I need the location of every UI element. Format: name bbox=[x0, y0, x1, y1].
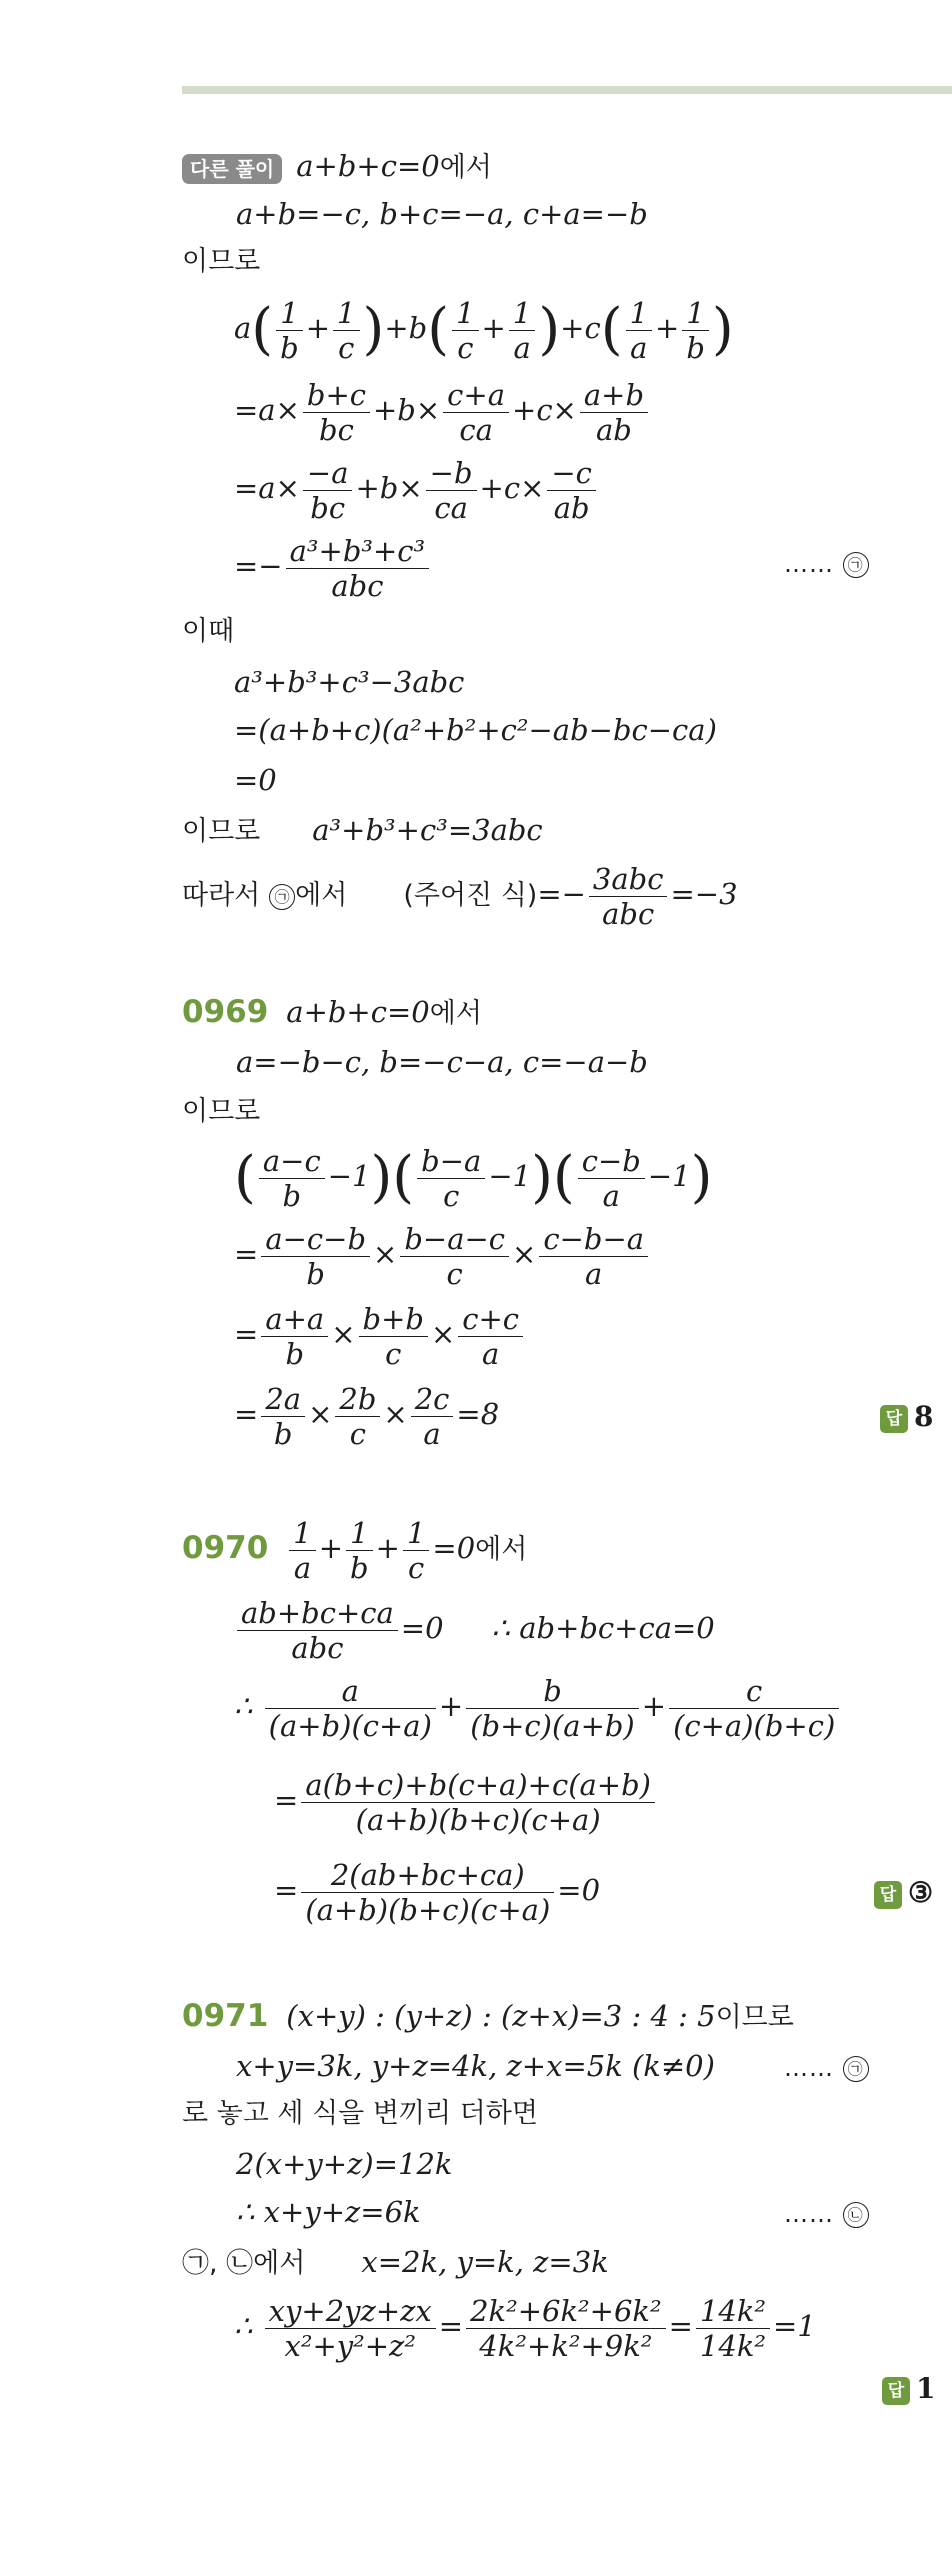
problem-number: 0970 bbox=[182, 1530, 269, 1566]
problem-0969-header: 0969 a+b+c=0에서 bbox=[182, 994, 482, 1030]
p0971-sum2-marker: …… ㉡ bbox=[784, 2200, 869, 2228]
alt-result-line: 이므로 a³+b³+c³=3abc bbox=[182, 813, 543, 847]
p0969-row2: = $\frac{a-c-b}{b}$ × $\frac{b-a-c}{c}$ × $\frac{c-b-a}{a}$ bbox=[234, 1212, 651, 1296]
problem-0971-header: 0971 (x+y) : (y+z) : (z+x)=3 : 4 : 5이므로 bbox=[182, 1998, 794, 2034]
alt-ittae: 이때 bbox=[182, 616, 235, 647]
p0971-from-line: ㉠, ㉡에서 x=2k, y=k, z=3k bbox=[182, 2245, 609, 2279]
problem-number: 0971 bbox=[182, 1998, 269, 2034]
answer-label: 답 bbox=[880, 1405, 908, 1433]
problem-number: 0969 bbox=[182, 994, 269, 1030]
p0971-line1-marker: …… ㉠ bbox=[784, 2054, 869, 2082]
p0969-row4: = $\frac{2a}{b}$ × $\frac{2b}{c}$ × $\frac{2c}{a}$ =8 bbox=[234, 1381, 500, 1451]
alt-cube3: =0 bbox=[234, 763, 277, 797]
p0971-sum2: ∴ x+y+z=6k bbox=[236, 2195, 421, 2229]
p0970-line3: = $\frac{a(b+c)+b(c+a)+c(a+b)}{(a+b)(b+c)(c+a)}$ bbox=[274, 1758, 658, 1842]
alt-solution-header: 다른 풀이 a+b+c=0에서 bbox=[182, 146, 492, 186]
p0969-imeuro: 이므로 bbox=[182, 1096, 261, 1127]
alt-cube1: a³+b³+c³−3abc bbox=[234, 665, 465, 699]
circled-giyeok-icon: ㉠ bbox=[843, 2056, 869, 2082]
answer-label: 답 bbox=[874, 1881, 902, 1909]
p0971-note: 로 놓고 세 식을 변끼리 더하면 bbox=[182, 2098, 538, 2129]
p0969-line1: a=−b−c, b=−c−a, c=−a−b bbox=[236, 1045, 648, 1079]
p0969-row1: ( $\frac{a-c}{b}$ −1)( $\frac{b-a}{c}$ −1)( $\frac{c-b}{a}$ −1) bbox=[234, 1143, 713, 1213]
p0971-line1: x+y=3k, y+z=4k, z+x=5k (k≠0) bbox=[236, 2049, 715, 2083]
p0971-final: ∴ $\frac{xy+2yz+zx}{\text{x²+y²+z²}}$ = $\frac{\text{2k²+6k²+6k²}}{\text{4k²+k²+9k²}}$ = $\frac{\text{14k²}}{\text{14k²}}$ =1 bbox=[234, 2293, 816, 2363]
alt-expr1: =a× $\frac{b+c}{bc}$ +b× $\frac{c+a}{ca}$ +c× $\frac{a+b}{ab}$ bbox=[234, 368, 651, 452]
p0971-answer: 답 1 bbox=[882, 2372, 935, 2405]
circled-nieun-icon: ㉡ bbox=[843, 2202, 869, 2228]
alt-line1: a+b=−c, b+c=−a, c+a=−b bbox=[236, 197, 648, 231]
alt-imeuro: 이므로 bbox=[182, 246, 261, 277]
p0970-line4: = $\frac{2(ab+bc+ca)}{(a+b)(b+c)(c+a)}$ =0 bbox=[274, 1857, 601, 1927]
p0970-line2: ∴ $\frac{a}{(a+b)(c+a)}$ + $\frac{b}{(b+c)(a+b)}$ + $\frac{c}{(c+a)(b+c)}$ bbox=[234, 1664, 842, 1748]
alt-expr3-marker: …… ㉠ bbox=[784, 550, 869, 578]
circled-giyeok-icon: ㉠ bbox=[269, 884, 295, 910]
alt-cube2: =(a+b+c)(a²+b²+c²−ab−bc−ca) bbox=[234, 713, 717, 747]
p0969-row3: = $\frac{a+a}{b}$ × $\frac{b+b}{c}$ × $\frac{c+c}{a}$ bbox=[234, 1292, 526, 1376]
alt-solution-badge: 다른 풀이 bbox=[182, 154, 282, 184]
p0970-line1: $\frac{ab+bc+ca}{\text{abc}}$ =0 ∴ ab+bc+ca=0 bbox=[234, 1586, 715, 1670]
alt-final-line: 따라서 ㉠ 에서 (주어진 식)=− $\frac{\text{3abc}}{\text{abc}}$ =−3 bbox=[182, 862, 738, 931]
answer-label: 답 bbox=[882, 2377, 910, 2405]
p0970-answer: 답 ③ bbox=[874, 1876, 933, 1909]
section-top-bar bbox=[182, 86, 952, 94]
p0969-answer: 답 8 bbox=[880, 1400, 933, 1433]
circled-giyeok-icon: ㉠ bbox=[843, 552, 869, 578]
alt-expr2: =a× $\frac{-a}{bc}$ +b× $\frac{-b}{ca}$ +c× $\frac{-c}{ab}$ bbox=[234, 446, 599, 530]
alt-expr3: =− $\frac{\text{a³+b³+c³}}{\text{abc}}$ bbox=[234, 524, 432, 608]
p0971-sum1: 2(x+y+z)=12k bbox=[236, 2147, 453, 2181]
alt-expr0: a( $\frac{1}{b}$ + $\frac{1}{c}$ )+b( $\frac{1}{c}$ + $\frac{1}{a}$ )+c( $\frac{1}{a}$ + $\frac{1}{b}$ ) bbox=[234, 295, 734, 365]
problem-0970-header: 0970 $\frac{1}{a}$ + $\frac{1}{b}$ + $\frac{1}{c}$ =0에서 bbox=[182, 1516, 528, 1585]
